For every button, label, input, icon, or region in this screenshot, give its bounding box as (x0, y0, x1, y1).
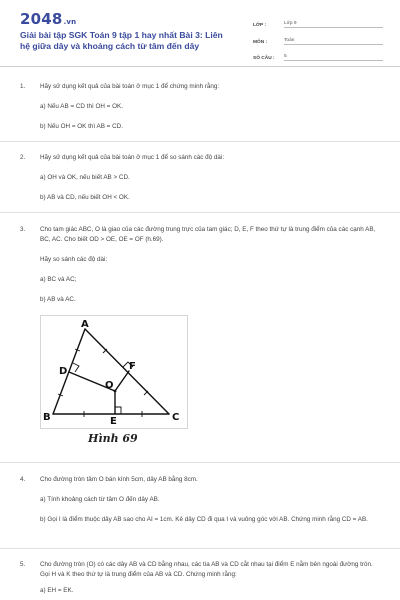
label-f: F (129, 361, 136, 372)
exercise-part: a) Nếu AB = CD thì OH = OK. (40, 103, 123, 110)
exercise-1 (20, 82, 382, 132)
site-logo[interactable] (20, 10, 76, 28)
exercise-question: Cho tam giác ABC, O là giao của các đường trung trực của tam giác; D, E, F theo thứ tự là trung điểm của các cạnh AB, BC, AC. Cho biết OD > OE, OE = OF (h.69). (40, 226, 376, 243)
exercise-number: 1. (20, 83, 26, 90)
exercise-4 (20, 475, 382, 525)
right-angle-mark-d (73, 363, 79, 372)
side-ac (85, 329, 169, 414)
exercise-part: a) EH = EK. (40, 587, 74, 594)
exercise-3 (20, 225, 382, 305)
meta-label: LỚP : (253, 23, 267, 28)
exercise-question: Cho đường tròn tâm O bán kính 5cm, dây AB bằng 8cm. (40, 476, 198, 483)
page-header (0, 0, 400, 67)
page-title: Giải bài tập SGK Toán 9 tập 1 hay nhất Bài 3: Liên hệ giữa dây và khoảng cách từ tâm đến dây (20, 30, 223, 51)
exercise-2 (20, 153, 382, 203)
label-c: C (172, 412, 180, 423)
meta-value: Toán (284, 38, 383, 45)
exercise-number: 4. (20, 476, 26, 483)
meta-value: 5 (284, 54, 383, 61)
exercise-part: b) Gọi I là điểm thuộc dây AB sao cho AI = 1cm. Kẻ dây CD đi qua I và vuông góc với AB. Chứng minh rằng CD = AB. (40, 516, 368, 523)
label-d: D (59, 366, 68, 377)
meta-row-class (253, 13, 383, 28)
exercise-part: Hãy so sánh các độ dài: (40, 256, 108, 263)
meta-row-count (253, 46, 383, 61)
divider (0, 462, 400, 463)
exercise-part: a) OH và OK, nếu biết AB > CD. (40, 174, 130, 181)
exercise-part: b) AB và CD, nếu biết OH < OK. (40, 194, 130, 201)
exercise-number: 3. (20, 226, 26, 233)
exercise-question: Cho đường tròn (O) có các dây AB và CD bằng nhau, các tia AB và CD cắt nhau tại điểm E nằm bên ngoài đường tròn. Gọi H và K theo thứ tự là trung điểm của AB và CD. Chứng minh rằng: (40, 561, 373, 578)
logo-text: 2048 (20, 10, 63, 28)
exercise-part: b) AB và AC. (40, 296, 76, 303)
label-a: A (81, 319, 89, 330)
meta-info (253, 13, 383, 63)
triangle-diagram (41, 316, 187, 428)
exercise-part: b) Nếu OH = OK thì AB = CD. (40, 123, 123, 130)
label-b: B (43, 412, 51, 423)
exercise-part: a) Tính khoảng cách từ tâm O đến dây AB. (40, 496, 160, 503)
point-o (114, 390, 117, 393)
meta-row-subject (253, 30, 383, 45)
divider (0, 141, 400, 142)
exercise-question: Hãy sử dụng kết quả của bài toán ở mục 1 để chứng minh rằng: (40, 83, 220, 90)
exercise-number: 5. (20, 561, 26, 568)
segment-of (115, 371, 129, 391)
meta-value: Lớp 9 (284, 21, 383, 28)
right-angle-mark-e (115, 407, 121, 414)
meta-label: SỐ CÂU : (253, 56, 275, 61)
exercise-question: Hãy sử dụng kết quả của bài toán ở mục 1 để so sánh các độ dài: (40, 154, 225, 161)
logo-suffix: .vn (63, 18, 77, 26)
exercise-part: a) BC và AC; (40, 276, 77, 283)
figure-h69 (40, 315, 188, 429)
label-e: E (110, 416, 117, 427)
exercise-number: 2. (20, 154, 26, 161)
divider (0, 212, 400, 213)
divider (0, 548, 400, 549)
exercise-5 (20, 560, 382, 596)
label-o: O (105, 380, 114, 391)
meta-label: MÔN : (253, 39, 268, 45)
figure-caption: Hình 69 (88, 432, 138, 445)
